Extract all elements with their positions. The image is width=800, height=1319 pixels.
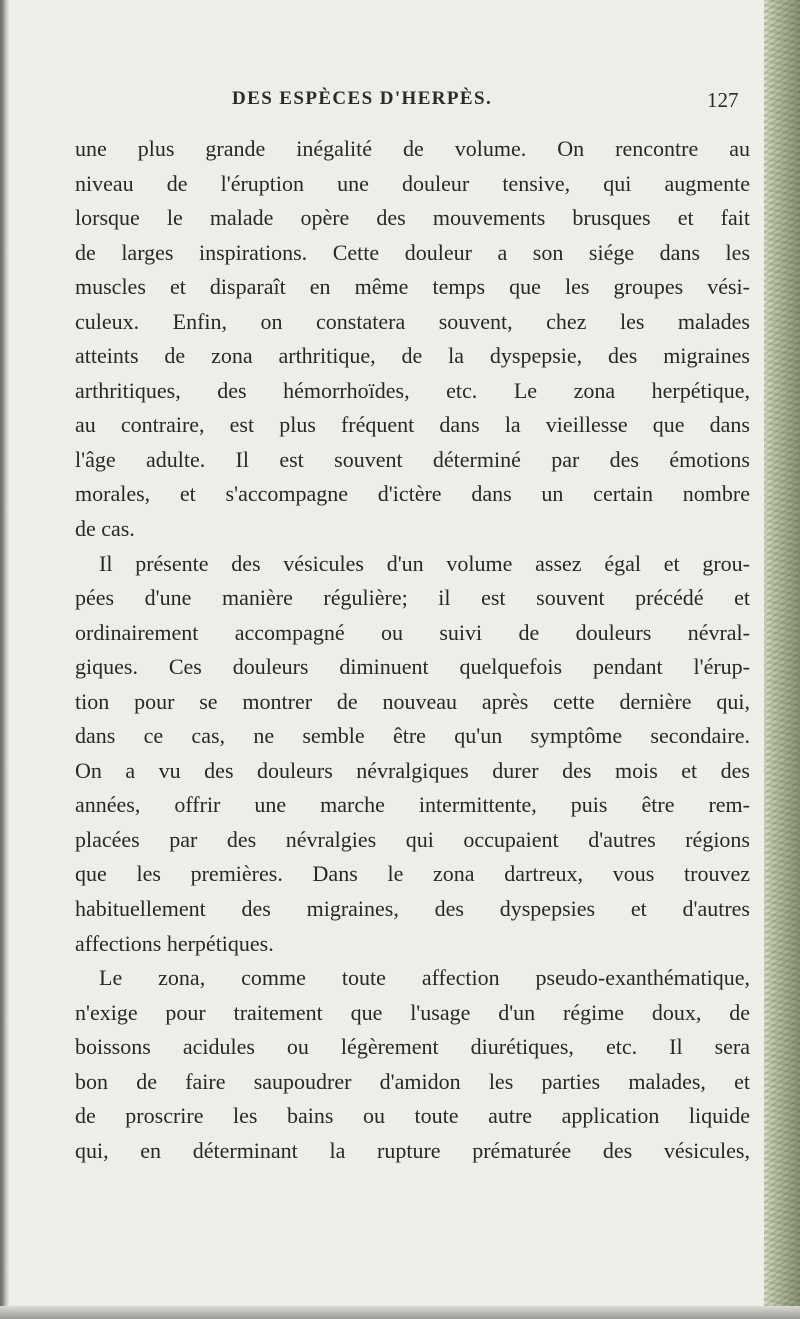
text-line: culeux. Enfin, on constatera souvent, chez les malades (75, 308, 750, 334)
text-line: pées d'une manière régulière; il est souvent précédé et (75, 585, 750, 611)
text-line: muscles et disparaît en même temps que les groupes vési- (75, 274, 750, 300)
running-title: DES ESPÈCES D'HERPÈS. (232, 88, 493, 109)
page-binding-edge (0, 0, 9, 1319)
text-line: dans ce cas, ne semble être qu'un symptôme secondaire. (75, 723, 750, 749)
page-fore-edge (764, 0, 800, 1319)
text-line: giques. Ces douleurs diminuent quelquefois pendant l'érup- (75, 654, 750, 680)
text-line: de proscrire les bains ou toute autre application liquide (75, 1103, 750, 1129)
body-text (75, 132, 750, 1168)
text-line: tion pour se montrer de nouveau après cette dernière qui, (75, 688, 750, 714)
text-line: placées par des névralgies qui occupaient d'autres régions (75, 826, 750, 852)
text-line: qui, en déterminant la rupture prématurée des vésicules, (75, 1137, 750, 1163)
text-line: années, offrir une marche intermittente, puis être rem- (75, 792, 750, 818)
text-line: ordinairement accompagné ou suivi de douleurs névral- (75, 619, 750, 645)
text-line: On a vu des douleurs névralgiques durer des mois et des (75, 757, 750, 783)
text-line: atteints de zona arthritique, de la dyspepsie, des migraines (75, 343, 750, 369)
text-line: l'âge adulte. Il est souvent déterminé par des émotions (75, 446, 750, 472)
text-line: Le zona, comme toute affection pseudo-exanthématique, (99, 965, 750, 991)
page-number: 127 (707, 88, 739, 112)
text-line: au contraire, est plus fréquent dans la vieillesse que dans (75, 412, 750, 438)
text-line: habituellement des migraines, des dyspepsies et d'autres (75, 896, 750, 922)
page-header (0, 88, 800, 112)
text-line: affections herpétiques. (75, 930, 274, 956)
text-line: lorsque le malade opère des mouvements brusques et fait (75, 205, 750, 231)
text-line: de larges inspirations. Cette douleur a son siége dans les (75, 239, 750, 265)
text-line: de cas. (75, 516, 135, 542)
text-line: morales, et s'accompagne d'ictère dans un certain nombre (75, 481, 750, 507)
text-line: boissons acidules ou légèrement diurétiques, etc. Il sera (75, 1034, 750, 1060)
text-line: n'exige pour traitement que l'usage d'un régime doux, de (75, 999, 750, 1025)
text-line: arthritiques, des hémorrhoïdes, etc. Le zona herpétique, (75, 377, 750, 403)
text-line: une plus grande inégalité de volume. On rencontre au (75, 136, 750, 161)
text-line: niveau de l'éruption une douleur tensive, qui augmente (75, 170, 750, 196)
text-line: que les premières. Dans le zona dartreux, vous trouvez (75, 861, 750, 887)
text-line: bon de faire saupoudrer d'amidon les parties malades, et (75, 1068, 750, 1094)
page-bottom-shadow (0, 1306, 800, 1319)
text-line: Il présente des vésicules d'un volume assez égal et grou- (99, 550, 750, 576)
